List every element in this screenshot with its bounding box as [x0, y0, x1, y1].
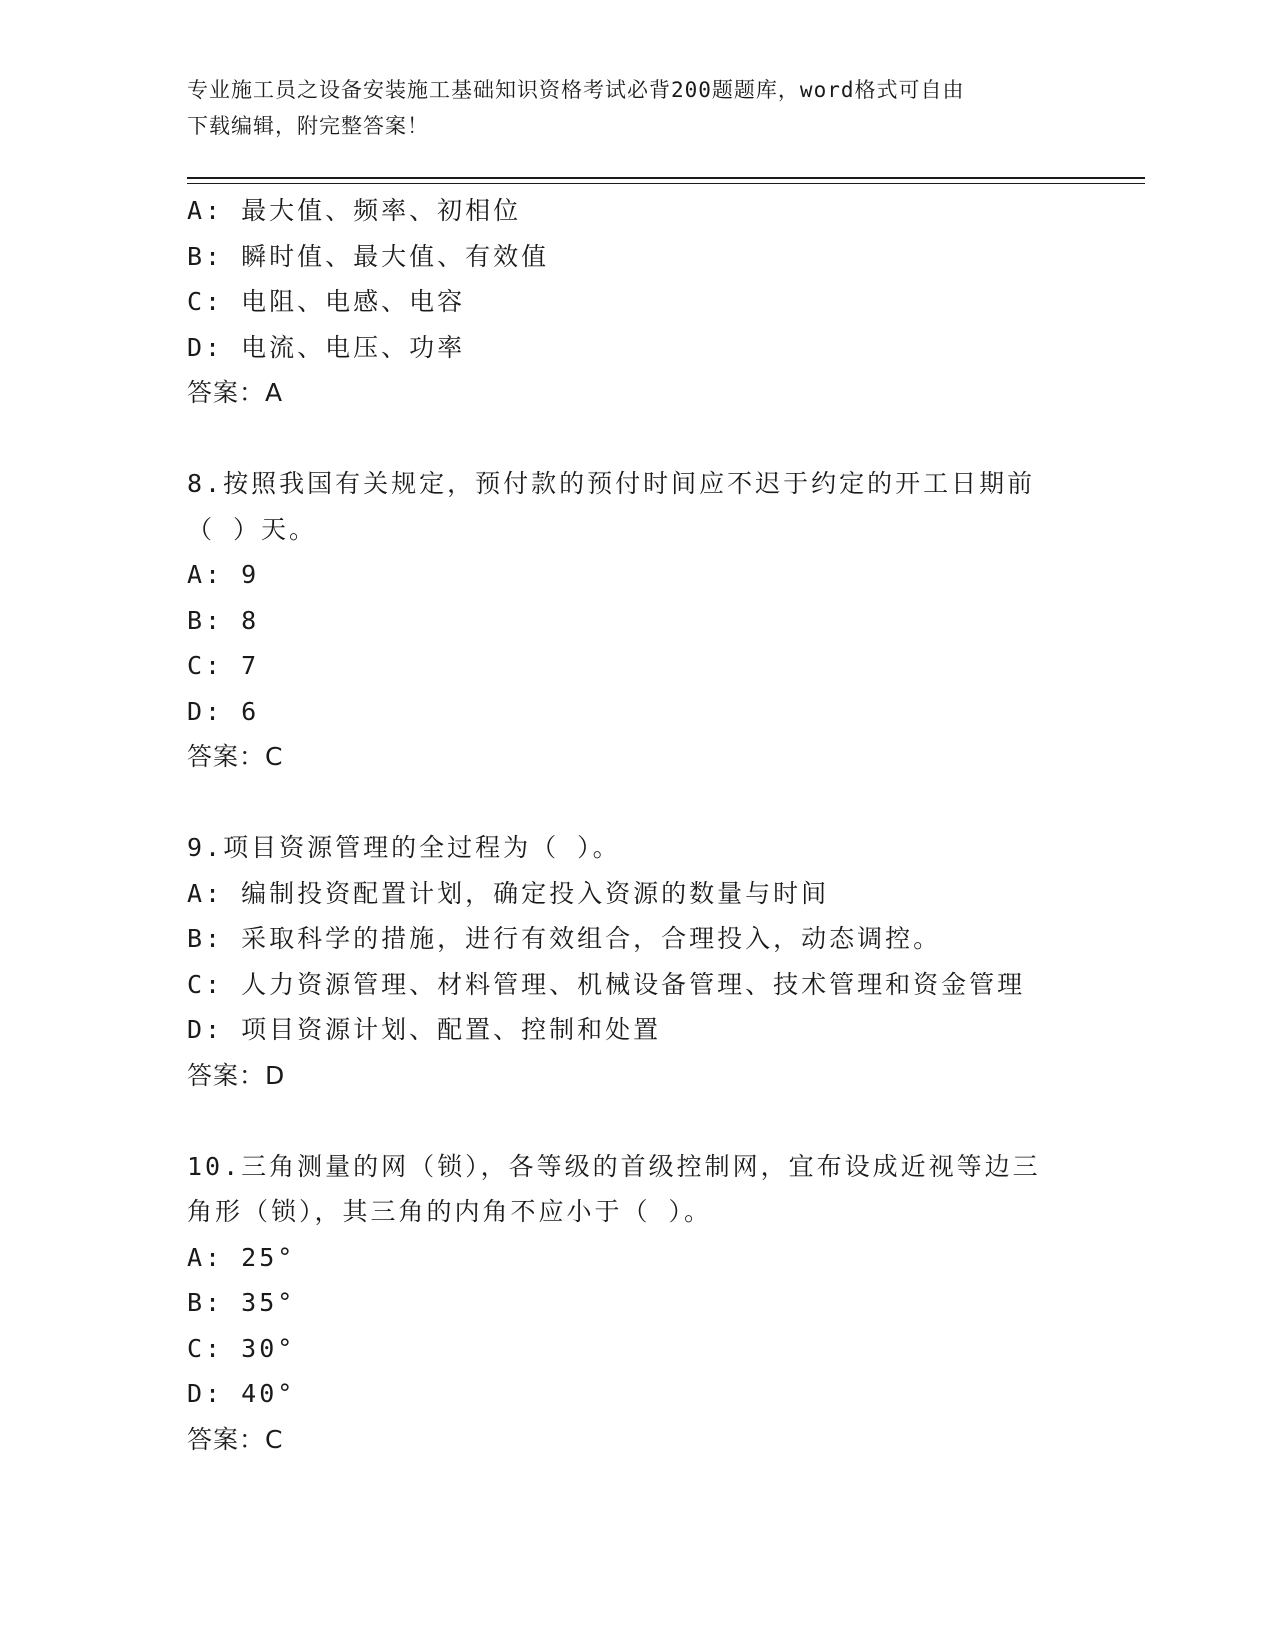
spacer — [187, 1098, 1087, 1144]
question-stem: 8.按照我国有关规定，预付款的预付时间应不迟于约定的开工日期前 — [187, 469, 1036, 498]
option-a: A: 9 — [187, 560, 260, 589]
option-b: B: 8 — [187, 605, 260, 635]
header-divider-thick — [187, 177, 1145, 179]
question-9 — [187, 825, 1087, 1098]
spacer — [187, 780, 1087, 826]
option-a: A: 25° — [187, 1242, 296, 1272]
question-10 — [187, 1144, 1087, 1463]
question-7 — [187, 188, 1087, 416]
question-list — [187, 188, 1087, 1462]
option-c: C: 30° — [187, 1333, 296, 1363]
header-line-2: 下载编辑，附完整答案！ — [187, 114, 429, 138]
answer: 答案：C — [187, 1424, 284, 1454]
question-stem: 10.三角测量的网（锁），各等级的首级控制网，宜布设成近视等边三 — [187, 1151, 1041, 1181]
option-b: B: 35° — [187, 1288, 296, 1317]
option-c: C: 7 — [187, 651, 260, 680]
question-8 — [187, 461, 1087, 780]
option-c: C: 人力资源管理、材料管理、机械设备管理、技术管理和资金管理 — [187, 969, 1026, 999]
option-d: D: 6 — [187, 696, 260, 726]
option-a: A: 最大值、频率、初相位 — [187, 196, 522, 225]
question-stem-continued: 角形（锁），其三角的内角不应小于（ ）。 — [187, 1197, 713, 1226]
option-d: D: 电流、电压、功率 — [187, 332, 466, 362]
answer: 答案：A — [187, 378, 284, 407]
header-line-1: 专业施工员之设备安装施工基础知识资格考试必背200题题库，word格式可自由 — [187, 78, 965, 102]
question-stem: 9.项目资源管理的全过程为（ ）。 — [187, 833, 621, 862]
answer: 答案：C — [187, 742, 284, 771]
option-b: B: 瞬时值、最大值、有效值 — [187, 241, 550, 271]
option-c: C: 电阻、电感、电容 — [187, 287, 466, 316]
document-header — [187, 72, 1087, 144]
option-a: A: 编制投资配置计划，确定投入资源的数量与时间 — [187, 878, 830, 908]
header-divider-thin — [187, 183, 1145, 184]
spacer — [187, 416, 1087, 462]
option-d: D: 项目资源计划、配置、控制和处置 — [187, 1015, 662, 1044]
answer: 答案：D — [187, 1060, 286, 1090]
option-b: B: 采取科学的措施，进行有效组合，合理投入，动态调控。 — [187, 924, 942, 953]
option-d: D: 40° — [187, 1379, 296, 1408]
question-stem-continued: （ ）天。 — [187, 514, 318, 544]
